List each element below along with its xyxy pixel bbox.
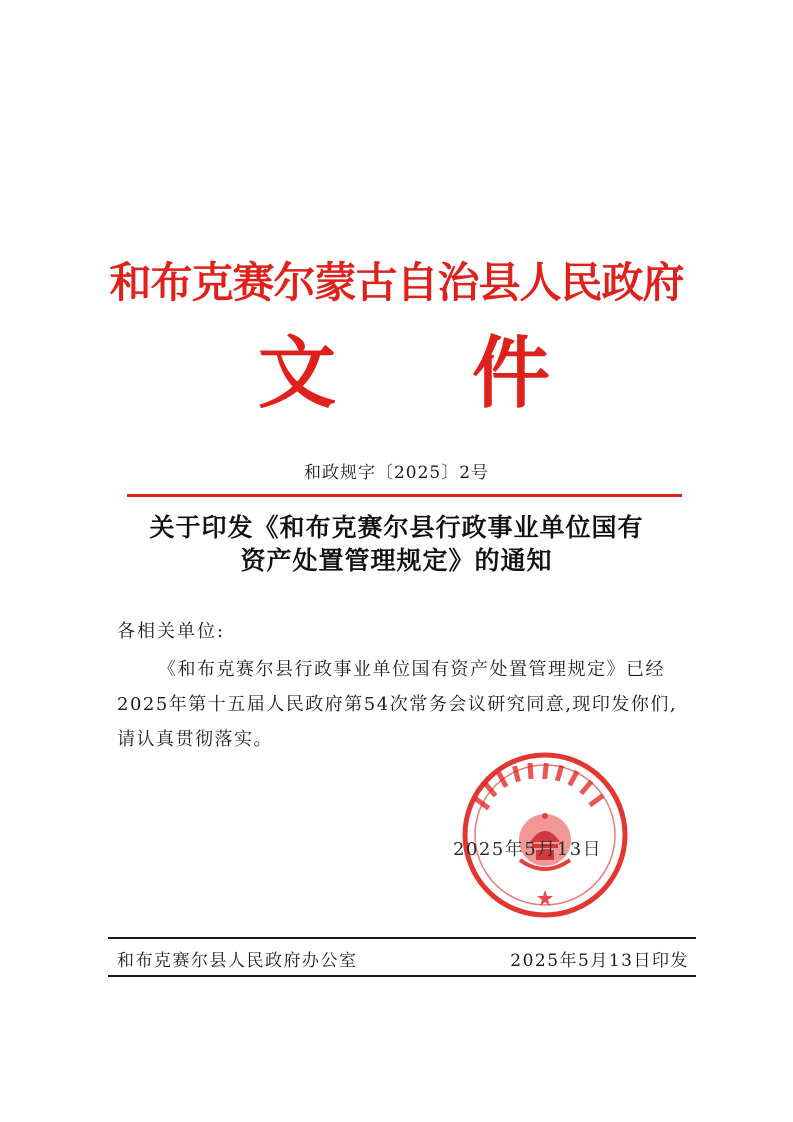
doc-type-char-jian: 件	[472, 328, 551, 419]
document-title-line-2: 资产处置管理规定》的通知	[240, 546, 553, 575]
doc-type-char-wen: 文	[258, 328, 337, 419]
footer-issuing-office: 和布克赛尔县人民政府办公室	[117, 951, 358, 971]
body-paragraph-line-2: 2025年第十五届人民政府第54次常务会议研究同意,现印发你们,	[117, 694, 678, 715]
body-paragraph-line-3: 请认真贯彻落实。	[117, 729, 273, 750]
addressee: 各相关单位:	[117, 621, 226, 642]
body-paragraph-line-1: 《和布克赛尔县行政事业单位国有资产处置管理规定》已经	[158, 659, 665, 680]
signature-date: 2025年5月13日	[453, 839, 603, 860]
footer-print-date: 2025年5月13日印发	[510, 951, 689, 971]
document-title-line-1: 关于印发《和布克赛尔县行政事业单位国有	[149, 513, 644, 542]
red-separator-line	[127, 494, 682, 497]
document-number: 和政规字〔2025〕2号	[303, 463, 490, 483]
footer-top-rule	[108, 937, 696, 939]
footer-bottom-rule	[108, 975, 696, 977]
issuer-name: 和布克赛尔蒙古自治县人民政府	[109, 258, 684, 307]
